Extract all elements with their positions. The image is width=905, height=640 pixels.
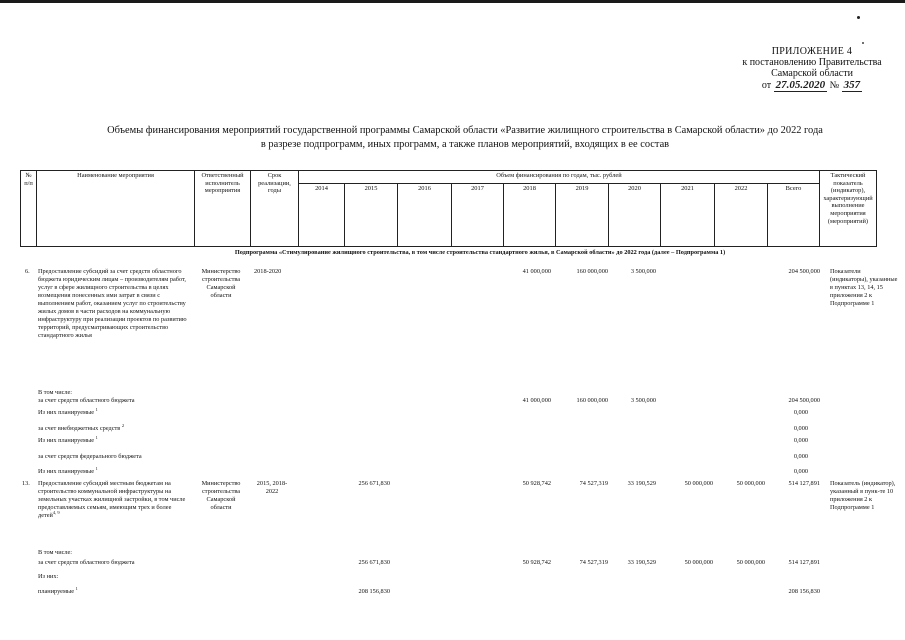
row13-2020: 33 190,529 [627,480,656,487]
row13-2019: 74 527,319 [579,480,608,487]
row6-2018: 41 000,000 [522,268,551,275]
col-header-year: 2016 [398,184,452,247]
financing-table-header [20,170,877,247]
row6-regional-2018: 41 000,000 [522,397,551,404]
row6-extrabudget [38,422,125,433]
row6-executor: Министерство строительства Самарской области [201,268,241,299]
row13-of-them: Из них: [38,573,59,580]
row6-federal-label: за счет средств федерального бюджета [38,453,142,460]
row6-number: 6. [25,268,30,275]
col-header-year: 2017 [452,184,504,247]
col-header-volume: Объем финансирования по годам, тыс. рублей [299,171,820,184]
row6-extrabudget-total: 0,000 [793,425,808,432]
sign-date: 27.05.2020 [775,79,826,91]
row6-planned-3-total: 0,000 [793,468,808,475]
row6-2019: 160 000,000 [576,268,608,275]
appendix-line-2: к постановлению Правительства [742,57,882,68]
row13-including: В том числе: [38,549,73,556]
row6-2020: 3 500,000 [630,268,656,275]
row6-regional-label: за счет средств областного бюджета [38,397,135,404]
row6-planned-2-label: Из них планируемые [38,437,95,444]
row13-regional-total: 514 127,891 [788,559,820,566]
col-header-term: Срок реализации, годы [251,171,299,247]
subprogram-heading: Подпрограмма «Стимулирование жилищного строительства, в том числе строительства стандартного жилья, в Самарской области» до 2022 года (далее – Подпрограмма 1) [234,249,726,256]
col-header-year: 2018 [504,184,556,247]
document-title [70,124,860,152]
footnote-mark: 2 [121,422,125,428]
row6-planned-1-label: Из них планируемые [38,409,95,416]
row13-regional-2018: 50 928,742 [522,559,551,566]
row13-name-text: Предоставление субсидий местным бюджетам на строительство коммунальной инфраструктуры на земельных участках жилищной застройки, в том числе предоставляемых семьям, имеющим трех и более детей [38,480,186,519]
row13-regional-2021: 50 000,000 [684,559,713,566]
col-header-year: 2020 [609,184,661,247]
row13-total: 514 127,891 [788,480,820,487]
appendix-line-3: Самарской области [771,68,853,79]
row13-planned-label: планируемые [38,588,74,595]
appendix-title: ПРИЛОЖЕНИЕ 4 [771,46,853,57]
scan-speck [862,42,864,44]
row6-regional-total: 204 500,000 [788,397,820,404]
row13-name [38,480,190,520]
row13-planned-2015: 208 156,830 [358,588,390,595]
title-line-1: Объемы финансирования мероприятий государственной программы Самарской области «Развитие жилищного строительства в Самарской области» до 2022 года [107,125,823,136]
row13-regional-2022: 50 000,000 [736,559,765,566]
col-header-year: 2015 [345,184,398,247]
row13-2018: 50 928,742 [522,480,551,487]
row6-planned-3-label: Из них планируемые [38,468,95,475]
row6-planned-2 [38,434,98,445]
row6-planned-3 [38,465,98,476]
row6-regional-2020: 3 500,000 [630,397,656,404]
footnote-mark: 4, 9 [52,509,60,515]
col-header-indicator: Тактический показатель (индикатор), характеризующий выполнение мероприятия (мероприятий) [820,171,877,247]
sign-number: 357 [843,79,861,91]
row6-total: 204 500,000 [788,268,820,275]
scan-top-border [0,0,905,3]
row6-name: Предоставление субсидий за счет средств областного бюджета юридическим лицам – производителям работ, услуг в сфере жилищного строительства в целях возмещения понесенных ими затрат в связи с выполнением работ, оказанием услуг по строительству жилых домов в части расходов на коммунальную инфраструктуру при реализации проектов по развитию территорий, предусматривающих строительство стандартного жилья [38,268,187,339]
footnote-mark: 1 [95,434,98,440]
col-header-executor: Ответственный исполнитель мероприятия [195,171,251,247]
appendix-signature-line [737,80,887,91]
row6-indicator: Показатели (индикаторы), указанные в пунктах 13, 14, 15 приложения 2 к Подпрограмме 1 [830,268,898,307]
col-header-no: № п/п [21,171,37,247]
row13-regional-2015: 256 671,830 [358,559,390,566]
row13-planned [38,585,78,596]
row13-term: 2015, 2018-2022 [256,480,288,495]
row13-regional-2019: 74 527,319 [579,559,608,566]
col-header-year: 2014 [299,184,345,247]
col-header-year: 2019 [556,184,609,247]
col-header-name: Наименование мероприятия [37,171,195,247]
row13-2022: 50 000,000 [736,480,765,487]
row6-planned-2-total: 0,000 [793,437,808,444]
row13-regional-label: за счет средств областного бюджета [38,559,135,566]
col-header-year: 2021 [661,184,715,247]
col-header-total: Всего [768,184,820,247]
row6-planned-1 [38,406,98,417]
row6-planned-1-total: 0,000 [793,409,808,416]
sign-from: от [761,80,772,91]
row6-federal-total: 0,000 [793,453,808,460]
footnote-mark: 1 [95,406,98,412]
row6-term: 2018-2020 [254,268,282,275]
row6-regional-2019: 160 000,000 [576,397,608,404]
row13-planned-total: 208 156,830 [788,588,820,595]
row13-number: 13. [22,480,30,487]
title-line-2: в разрезе подпрограмм, иных программ, а также планов мероприятий, входящих в ее состав [260,139,670,150]
row13-2015: 256 671,830 [358,480,390,487]
row13-executor: Министерство строительства Самарской области [201,480,241,511]
appendix-header [737,46,887,91]
footnote-mark: 1 [95,465,98,471]
row6-including: В том числе: [38,389,73,396]
col-header-year: 2022 [715,184,768,247]
sign-no-label: № [829,80,840,91]
row13-2021: 50 000,000 [684,480,713,487]
footnote-mark: 1 [75,585,78,591]
scan-speck [857,16,860,19]
row13-regional-2020: 33 190,529 [627,559,656,566]
row13-indicator: Показатель (индикатор), указанный в пунк-те 10 приложения 2 к Подпрограмме 1 [830,480,896,511]
row6-extrabudget-label: за счет внебюджетных средств [38,425,121,432]
